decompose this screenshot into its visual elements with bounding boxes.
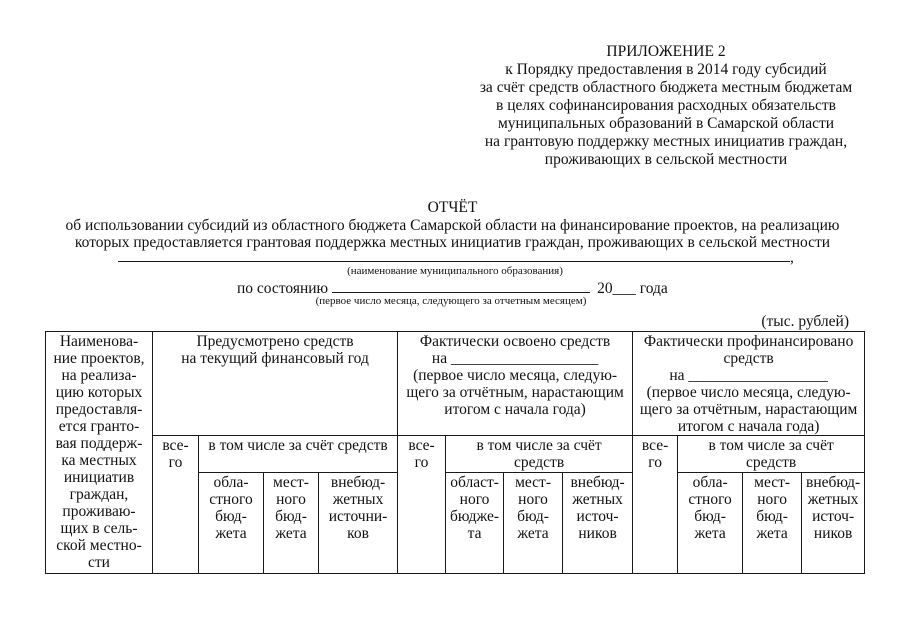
appendix-line: на грантовую поддержку местных инициатив граждан,: [484, 133, 848, 150]
spent-total-header: все- го: [398, 436, 446, 574]
planned-total-header: все- го: [153, 436, 199, 574]
appendix-line: за счёт средств областного бюджета местным бюджетам: [479, 79, 853, 96]
header-row-subgroups: [46, 436, 865, 473]
header-row-groups: [46, 332, 865, 436]
report-title: ОТЧЁТ: [427, 199, 478, 216]
table-header-body: [46, 332, 865, 574]
appendix-title: ПРИЛОЖЕНИЕ 2: [606, 43, 726, 60]
spent-regional-budget-header: област- ного бюдже- та: [446, 473, 504, 574]
report-subtitle-line: которых предоставляется грантовая поддержка местных инициатив граждан, проживающих в сельской местности: [74, 234, 831, 251]
municipality-name-line: [118, 249, 794, 266]
appendix-line: в целях софинансирования расходных обязательств: [496, 97, 836, 114]
report-table: [45, 331, 865, 574]
planned-including-header: в том числе за счёт средств: [199, 436, 398, 473]
municipality-name-blank: [118, 249, 790, 262]
project-name-header: Наименова- ние проектов, на реализа- цию которых предоставля- ется гранто- вая поддерж- ка местных инициатив граждан, проживаю- щих в сель- ской местно- сти: [46, 332, 153, 574]
appendix-line: к Порядку предоставления в 2014 году субсидий: [505, 61, 827, 78]
as-of-caption: (первое число месяца, следующего за отчетным месяцем): [315, 295, 587, 307]
appendix-line: проживающих в сельской местности: [544, 151, 788, 168]
as-of-date-blank: [332, 280, 590, 293]
financed-including-header: в том числе за счёт средств: [678, 436, 865, 473]
financed-extrabudgetary-header: внебюд- жетных источ- ников: [802, 473, 865, 574]
financed-regional-budget-header: обла- стного бюд- жета: [678, 473, 743, 574]
municipality-line-comma: ,: [790, 249, 794, 266]
planned-extrabudgetary-header: внебюд- жетных источни- ков: [319, 473, 398, 574]
report-heading: [0, 199, 905, 252]
financed-funds-header: Фактически профинансировано средств на __________________ (первое число месяца, следую- щего за отчётным, нарастающим итогом с начала года): [633, 332, 865, 436]
as-of-year: 20___ года: [597, 280, 668, 297]
spent-extrabudgetary-header: внебюд- жетных источ- ников: [563, 473, 633, 574]
appendix-block: [456, 43, 876, 169]
planned-regional-budget-header: обла- стного бюд- жета: [199, 473, 264, 574]
municipality-caption: (наименование муниципального образования): [347, 265, 563, 277]
financed-total-header: все- го: [633, 436, 678, 574]
as-of-label: по состоянию: [237, 280, 329, 297]
financed-local-budget-header: мест- ного бюд- жета: [743, 473, 802, 574]
planned-local-budget-header: мест- ного бюд- жета: [264, 473, 319, 574]
appendix-line: муниципальных образований в Самарской области: [497, 115, 835, 132]
report-subtitle-line: об использовании субсидий из областного бюджета Самарской области на финансирование проектов, на реализацию: [65, 216, 840, 234]
units-label: (тыс. рублей): [761, 313, 849, 330]
spent-funds-header: Фактически освоено средств на ___________________ (первое число месяца, следую- щего за отчётным, нарастающим итогом с начала года): [398, 332, 633, 436]
planned-funds-header: Предусмотрено средств на текущий финансовый год: [153, 332, 398, 436]
spent-including-header: в том числе за счёт средств: [446, 436, 633, 473]
spent-local-budget-header: мест- ного бюд- жета: [504, 473, 563, 574]
